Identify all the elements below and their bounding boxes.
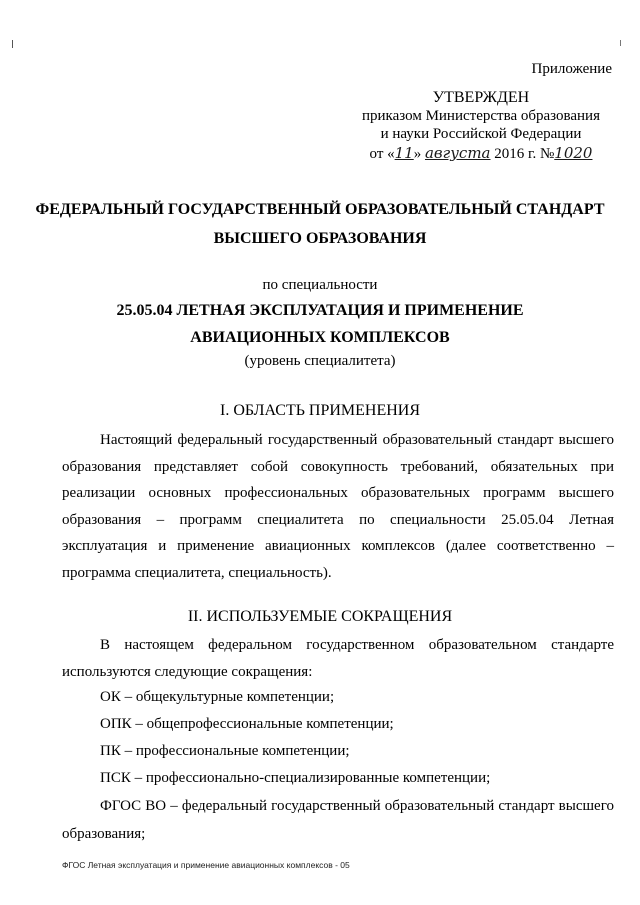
date-year: 2016 г. № [494,146,555,162]
page-footer: ФГОС Летная эксплуатация и применение авиационных комплексов - 05 [62,860,350,870]
approved-label: УТВЕРЖДЕН [432,89,530,106]
order-line-1: приказом Министерства образования [362,108,600,124]
list-item: ПК – профессиональные компетенции; [100,743,350,759]
order-date-line [370,144,593,163]
scan-mark [620,40,621,46]
date-prefix: от « [369,146,395,162]
date-month: августа [424,144,491,162]
education-level: (уровень специалитета) [244,353,396,369]
list-item: ОПК – общепрофессиональные компетенции; [100,716,394,732]
standard-title-line-1: ФЕДЕРАЛЬНЫЙ ГОСУДАРСТВЕННЫЙ ОБРАЗОВАТЕЛЬНЫЙ СТАНДАРТ [35,201,605,218]
list-item: ОК – общекультурные компетенции; [100,689,335,705]
section-2-heading: II. ИСПОЛЬЗУЕМЫЕ СОКРАЩЕНИЯ [187,608,453,625]
order-number: 1020 [554,144,593,162]
list-item: ФГОС ВО – федеральный государственный образовательный стандарт высшего образования; [62,798,614,842]
standard-title-line-2: ВЫСШЕГО ОБРАЗОВАНИЯ [213,230,427,247]
specialty-title [0,297,640,351]
section-1-paragraph: Настоящий федеральный государственный образовательный стандарт высшего образования представляет собой совокупность требований, обязательных при реализации основных профессиональных образовательных программ высшего образования – программ специалитета по специальности 25.05.04 Летная эксплуатация и применение авиационных комплексов (далее соответственно – программа специалитета, специальность). [62,432,614,581]
specialty-intro: по специальности [262,277,378,293]
approval-block [346,89,616,163]
date-mid: » [413,146,422,162]
order-line-2: и науки Российской Федерации [380,126,582,142]
specialty-title-line-2: АВИАЦИОННЫХ КОМПЛЕКСОВ [190,329,450,346]
appendix-label: Приложение [531,61,612,77]
section-1-heading: I. ОБЛАСТЬ ПРИМЕНЕНИЯ [219,402,421,419]
list-item: ПСК – профессионально-специализированные компетенции; [100,770,491,786]
standard-title [0,195,640,253]
scan-mark [12,40,13,48]
specialty-title-line-1: 25.05.04 ЛЕТНАЯ ЭКСПЛУАТАЦИЯ И ПРИМЕНЕНИЕ [116,302,524,319]
section-2-intro: В настоящем федеральном государственном образовательном стандарте используются следующие сокращения: [62,637,614,680]
date-day: 11 [394,144,414,162]
